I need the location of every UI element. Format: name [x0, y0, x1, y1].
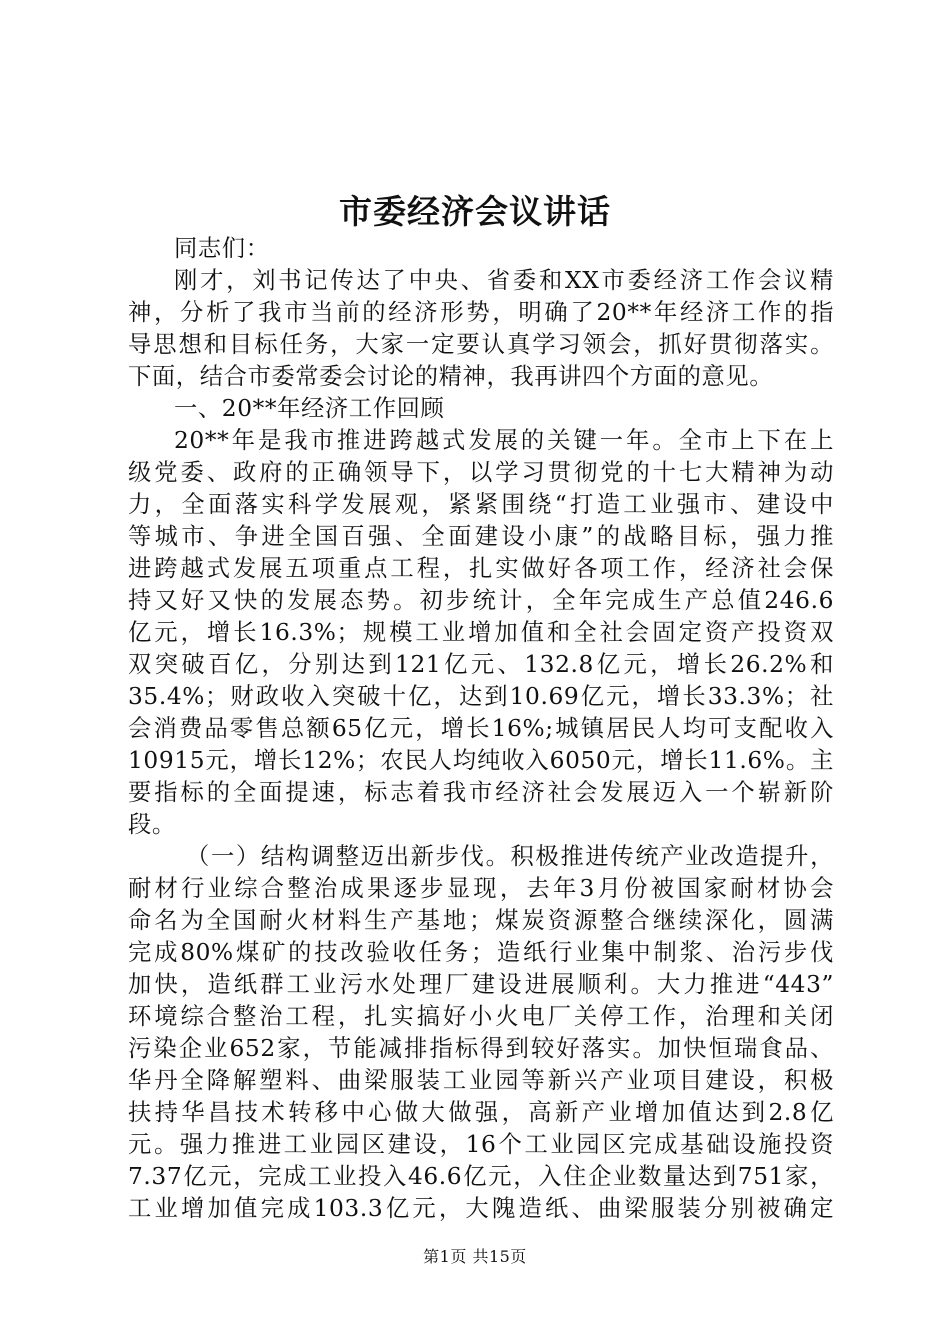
text-line: 35.4%；财政收入突破十亿，达到10.69亿元，增长33.3%；社 [128, 683, 834, 710]
text-line: 10915元，增长12%；农民人均纯收入6050元，增长11.6%。主 [128, 747, 834, 774]
text-line: 20**年是我市推进跨越式发展的关键一年。全市上下在上 [174, 427, 834, 454]
text-line: 力，全面落实科学发展观，紧紧围绕“打造工业强市、建设中 [128, 491, 834, 518]
text-line: 进跨越式发展五项重点工程，扎实做好各项工作，经济社会保 [128, 555, 834, 582]
document-body [128, 233, 834, 1225]
text-line: 华丹全降解塑料、曲梁服装工业园等新兴产业项目建设，积极 [128, 1067, 834, 1094]
text-line: 命名为全国耐火材料生产基地；煤炭资源整合继续深化，圆满 [128, 907, 834, 934]
text-line: 等城市、争进全国百强、全面建设小康”的战略目标，强力推 [128, 523, 834, 550]
text-line: 元。强力推进工业园区建设，16个工业园区完成基础设施投资 [128, 1131, 834, 1158]
text-line: 完成80%煤矿的技改验收任务；造纸行业集中制浆、治污步伐 [128, 939, 834, 966]
text-line: 工业增加值完成103.3亿元，大隗造纸、曲梁服装分别被确定 [128, 1195, 834, 1222]
text-line: 一、20**年经济工作回顾 [174, 395, 445, 422]
text-line: 级党委、政府的正确领导下，以学习贯彻党的十七大精神为动 [128, 459, 834, 486]
text-line: 双突破百亿，分别达到121亿元、132.8亿元，增长26.2%和 [128, 651, 834, 678]
text-line: 7.37亿元，完成工业投入46.6亿元，入住企业数量达到751家， [128, 1163, 834, 1190]
text-line: 段。 [128, 811, 176, 838]
text-line: 加快，造纸群工业污水处理厂建设进展顺利。大力推进“443” [128, 971, 834, 998]
text-line: 神，分析了我市当前的经济形势，明确了20**年经济工作的指 [128, 299, 834, 326]
document-title: 市委经济会议讲话 [339, 192, 611, 231]
text-line: 扶持华昌技术转移中心做大做强，高新产业增加值达到2.8亿 [128, 1099, 834, 1126]
text-line: 要指标的全面提速，标志着我市经济社会发展迈入一个崭新阶 [128, 779, 834, 806]
text-line: 耐材行业综合整治成果逐步显现，去年3月份被国家耐材协会 [128, 875, 834, 902]
text-line: 污染企业652家，节能减排指标得到较好落实。加快恒瑞食品、 [128, 1035, 834, 1062]
text-line: 同志们： [174, 235, 270, 262]
text-line: 刚才，刘书记传达了中央、省委和XX市委经济工作会议精 [174, 267, 834, 294]
text-line: 亿元，增长16.3%；规模工业增加值和全社会固定资产投资双 [128, 619, 834, 646]
text-line: 会消费品零售总额65亿元，增长16%;城镇居民人均可支配收入 [128, 715, 834, 742]
page-footer: 第1页 共15页 [423, 1247, 527, 1266]
text-line: 导思想和目标任务，大家一定要认真学习领会，抓好贯彻落实。 [128, 331, 834, 358]
text-line: 持又好又快的发展态势。初步统计，全年完成生产总值246.6 [128, 587, 834, 614]
text-line: 下面，结合市委常委会讨论的精神，我再讲四个方面的意见。 [128, 363, 774, 390]
text-line: （一）结构调整迈出新步伐。积极推进传统产业改造提升， [186, 843, 834, 870]
text-line: 环境综合整治工程，扎实搞好小火电厂关停工作，治理和关闭 [128, 1003, 834, 1030]
